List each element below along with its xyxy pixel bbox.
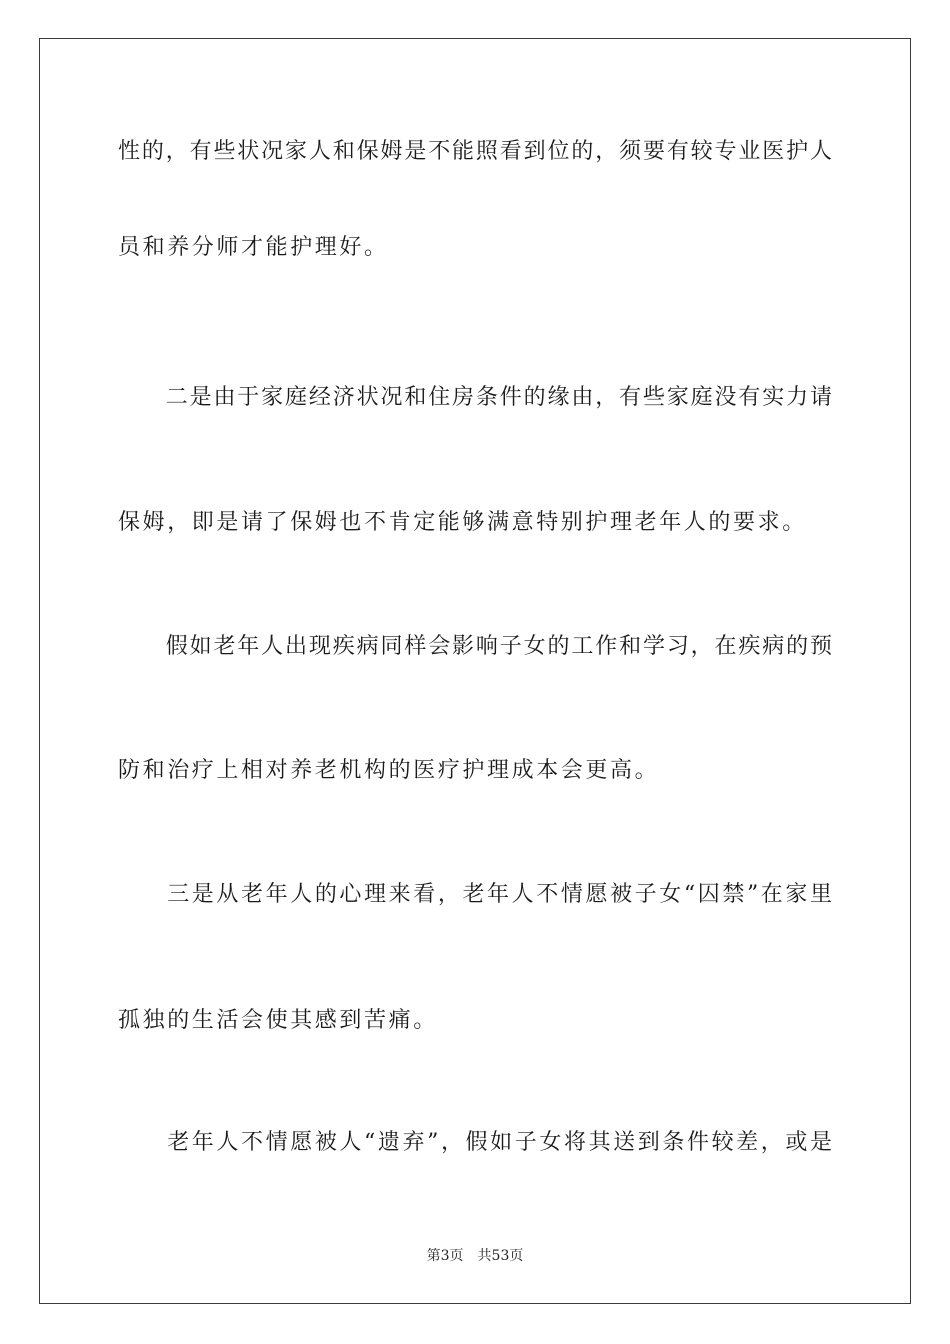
page-number-footer: 第3页 共53页 bbox=[426, 1248, 524, 1264]
text-line-7: 三是从老年人的心理来看，老年人不情愿被子女“囚禁”在家里 bbox=[118, 882, 832, 907]
text-line-5: 假如老年人出现疾病同样会影响子女的工作和学习，在疾病的预 bbox=[118, 634, 832, 659]
text-line-4: 保姆，即是请了保姆也不肯定能够满意特别护理老年人的要求。 bbox=[118, 510, 807, 535]
text-line-3: 二是由于家庭经济状况和住房条件的缘由，有些家庭没有实力请 bbox=[118, 385, 832, 410]
page-border bbox=[39, 38, 911, 1304]
text-line-8: 孤独的生活会使其感到苦痛。 bbox=[118, 1008, 438, 1033]
text-line-6: 防和治疗上相对养老机构的医疗护理成本会更高。 bbox=[118, 758, 660, 783]
text-line-9: 老年人不情愿被人“遗弃”，假如子女将其送到条件较差，或是 bbox=[118, 1130, 832, 1155]
text-line-1: 性的，有些状况家人和保姆是不能照看到位的，须要有较专业医护人 bbox=[118, 139, 832, 164]
text-line-2: 员和养分师才能护理好。 bbox=[118, 235, 389, 260]
